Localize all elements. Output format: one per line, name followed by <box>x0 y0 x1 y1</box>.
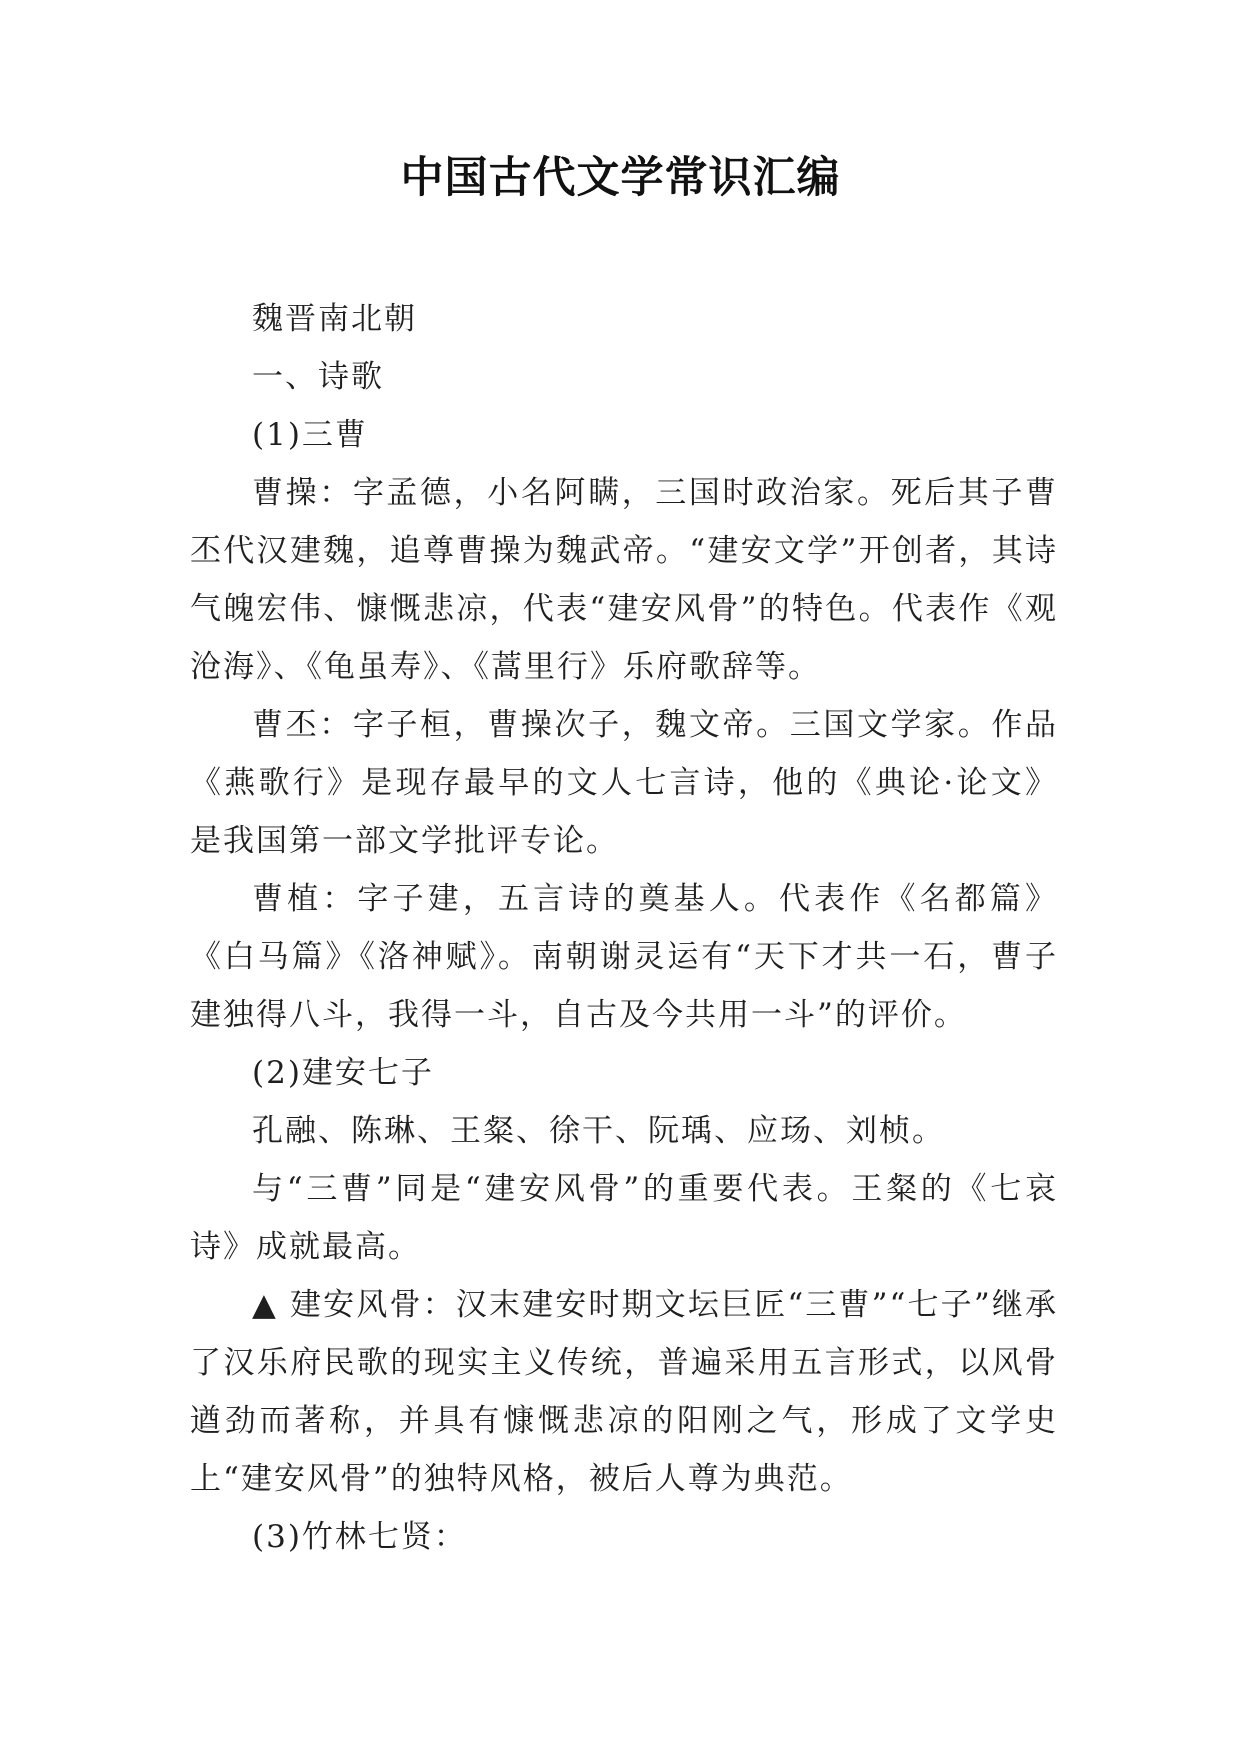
paragraph-cao-pi: 曹丕：字子桓，曹操次子，魏文帝。三国文学家。作品《燕歌行》是现存最早的文人七言诗，他的《典论·论文》是我国第一部文学批评专论。 <box>190 707 1058 859</box>
paragraph-cao-zhi: 曹植：字子建，五言诗的奠基人。代表作《名都篇》《白马篇》《洛神赋》。南朝谢灵运有“天下才共一石，曹子建独得八斗，我得一斗，自古及今共用一斗”的评价。 <box>190 881 1058 1033</box>
section-heading-poetry: 一、诗歌 <box>252 359 384 395</box>
subsection-heading-jianan-qizi: (2)建安七子 <box>252 1055 434 1091</box>
paragraph-cao-cao: 曹操：字孟德，小名阿瞒，三国时政治家。死后其子曹丕代汉建魏，追尊曹操为魏武帝。“建安文学”开创者，其诗气魄宏伟、慷慨悲凉，代表“建安风骨”的特色。代表作《观沧海》、《龟虽寿》、《蒿里行》乐府歌辞等。 <box>190 475 1058 685</box>
subsection-heading-san-cao: (1)三曹 <box>252 417 368 453</box>
document-body <box>190 290 1058 1566</box>
section-heading-era: 魏晋南北朝 <box>252 301 417 337</box>
subsection-heading-zhulin-qixian: (3)竹林七贤： <box>252 1519 467 1555</box>
paragraph-jianan-fenggu: ▲ 建安风骨：汉末建安时期文坛巨匠“三曹”“七子”继承了汉乐府民歌的现实主义传统，普遍采用五言形式，以风骨遒劲而著称，并具有慷慨悲凉的阳刚之气，形成了文学史上“建安风骨”的独特风格，被后人尊为典范。 <box>190 1287 1058 1497</box>
document-title: 中国古代文学常识汇编 <box>400 153 841 203</box>
paragraph-qizi-note: 与“三曹”同是“建安风骨”的重要代表。王粲的《七哀诗》成就最高。 <box>190 1171 1058 1265</box>
paragraph-qizi-names: 孔融、陈琳、王粲、徐干、阮瑀、应玚、刘桢。 <box>252 1113 945 1149</box>
